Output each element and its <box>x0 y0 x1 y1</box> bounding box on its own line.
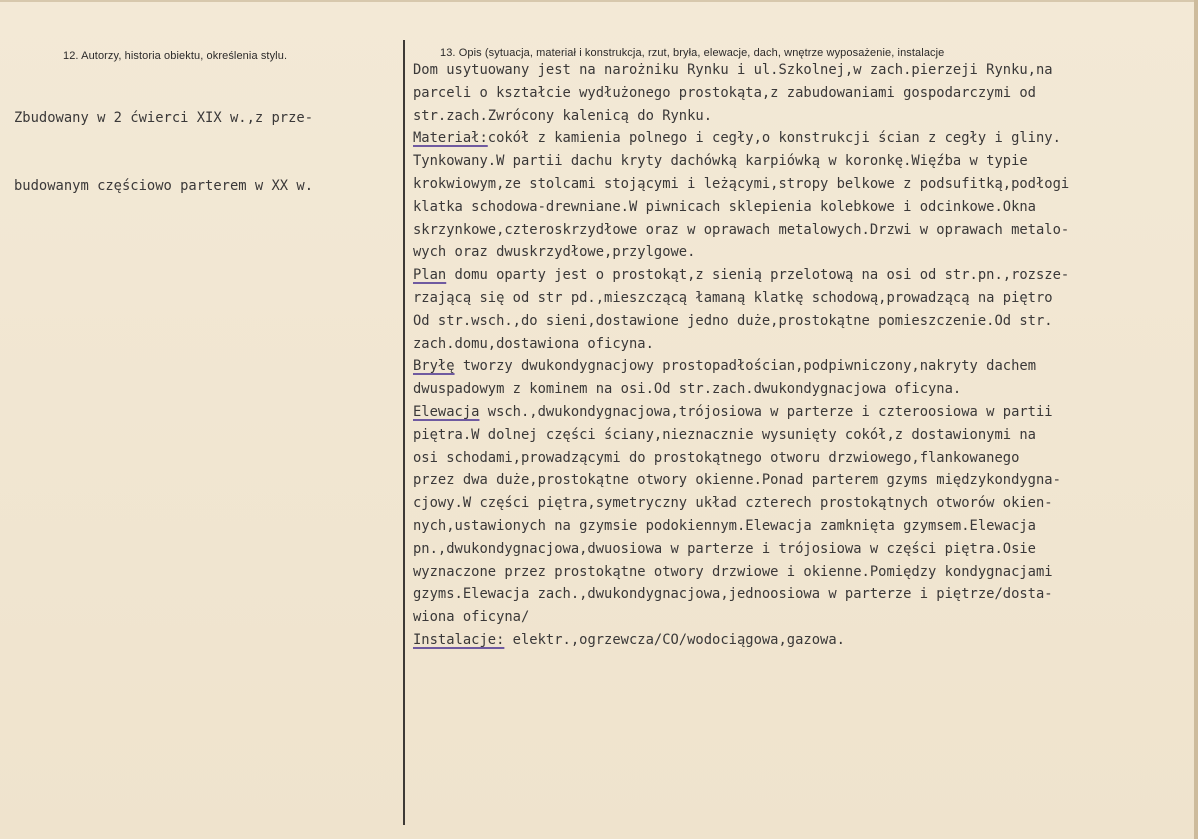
section-12-heading: 12. Autorzy, historia obiektu, określenia stylu. <box>63 50 288 62</box>
text-line <box>413 241 1069 264</box>
text-line <box>413 287 1069 310</box>
line-text: wsch.,dwukondygnacjowa,trójosiowa w parterze i czteroosiowa w partii <box>479 403 1053 420</box>
text-line <box>413 515 1069 538</box>
text-line <box>413 355 1069 378</box>
section-label: Bryłę <box>413 358 455 375</box>
line-text: skrzynkowe,czteroskrzydłowe oraz w oprawach metalowych.Drzwi w oprawach metalo- <box>413 221 1070 238</box>
line-text: wiona oficyna/ <box>413 609 530 626</box>
line-text: nych,ustawionych na gzymsie podokiennym.Elewacja zamknięta gzymsem.Elewacja <box>413 517 1036 534</box>
text-line <box>413 264 1069 287</box>
section-12-text <box>14 61 313 243</box>
line-text: parceli o kształcie wydłużonego prostokąta,z zabudowaniami gospodarczymi od <box>413 84 1036 101</box>
text-line <box>413 105 1069 128</box>
text-line <box>413 310 1069 333</box>
line-text: str.zach.Zwrócony kalenicą do Rynku. <box>413 107 713 124</box>
line-text: zach.domu,dostawiona oficyna. <box>413 335 654 352</box>
text-line <box>413 401 1069 424</box>
text-line <box>413 606 1069 629</box>
section-label: Instalacje: <box>413 631 505 648</box>
text-line <box>413 447 1069 470</box>
line-text: tworzy dwukondygnacjowy prostopadłościan,podpiwniczony,nakryty dachem <box>454 358 1036 375</box>
line-text: Dom usytuowany jest na narożniku Rynku i ul.Szkolnej,w zach.pierzeji Rynku,na <box>413 62 1053 78</box>
line-text: cokół z kamienia polnego i cegły,o konstrukcji ścian z cegły i gliny. <box>487 130 1061 147</box>
line-text: dwuspadowym z kominem na osi.Od str.zach.dwukondygnacjowa oficyna. <box>413 381 962 398</box>
line-text: przez dwa duże,prostokątne otwory okienne.Ponad parterem gzyms międzykondygna- <box>413 472 1061 489</box>
column-divider <box>403 40 405 825</box>
line-text: cjowy.W części piętra,symetryczny układ czterech prostokątnych otworów okien- <box>413 495 1053 512</box>
section-13-heading: 13. Opis (sytuacja, materiał i konstrukcja, rzut, bryła, elewacje, dach, wnętrze wyposażenie, instalacje <box>440 47 945 59</box>
line-text: elektr.,ogrzewcza/CO/wodociągowa,gazowa. <box>504 631 845 648</box>
line-text: wych oraz dwuskrzydłowe,przylgowe. <box>413 244 696 261</box>
text-line <box>413 492 1069 515</box>
text-line <box>413 219 1069 242</box>
line-text: gzyms.Elewacja zach.,dwukondygnacjowa,jednoosiowa w parterze i piętrze/dosta- <box>413 586 1053 603</box>
line-text: klatka schodowa-drewniane.W piwnicach sklepienia kolebkowe i odcinkowe.Okna <box>413 198 1036 215</box>
text-line <box>413 629 1069 652</box>
text-line <box>413 333 1069 356</box>
text-line <box>413 538 1069 561</box>
page-top-edge <box>0 0 1198 2</box>
text-line <box>413 561 1069 584</box>
text-line: Zbudowany w 2 ćwierci XIX w.,z prze- <box>14 109 314 126</box>
text-line <box>413 127 1069 150</box>
text-line <box>413 59 1069 82</box>
text-line <box>413 82 1069 105</box>
text-line <box>413 583 1069 606</box>
section-label: Materiał: <box>413 130 488 147</box>
text-line <box>413 196 1069 219</box>
section-13-text <box>413 59 1069 652</box>
text-line <box>413 150 1069 173</box>
section-label: Elewacja <box>413 403 480 420</box>
line-text: krokwiowym,ze stolcami stojącymi i leżącymi,stropy belkowe z podsufitką,podłogi <box>413 175 1070 192</box>
text-line <box>413 378 1069 401</box>
line-text: piętra.W dolnej części ściany,nieznacznie wysunięty cokół,z dostawionymi na <box>413 426 1036 443</box>
line-text: wyznaczone przez prostokątne otwory drzwiowe i okienne.Pomiędzy kondygnacjami <box>413 563 1053 580</box>
line-text: rzającą się od str pd.,mieszczącą łamaną klatkę schodową,prowadzącą na piętro <box>413 289 1053 306</box>
text-line <box>413 469 1069 492</box>
line-text: pn.,dwukondygnacjowa,dwuosiowa w parterze i trójosiowa w części piętra.Osie <box>413 540 1036 557</box>
text-line <box>413 173 1069 196</box>
line-text: Tynkowany.W partii dachu kryty dachówką karpiówką w koronkę.Więźba w typie <box>413 153 1028 170</box>
text-line: budowanym częściowo parterem w XX w. <box>14 177 314 194</box>
page-right-edge <box>1194 0 1198 839</box>
line-text: Od str.wsch.,do sieni,dostawione jedno duże,prostokątne pomieszczenie.Od str. <box>413 312 1053 329</box>
section-label: Plan <box>413 267 447 284</box>
line-text: osi schodami,prowadzącymi do prostokątnego otworu drzwiowego,flankowanego <box>413 449 1020 466</box>
text-line <box>413 424 1069 447</box>
line-text: domu oparty jest o prostokąt,z sienią przelotową na osi od str.pn.,rozsze- <box>446 267 1070 284</box>
